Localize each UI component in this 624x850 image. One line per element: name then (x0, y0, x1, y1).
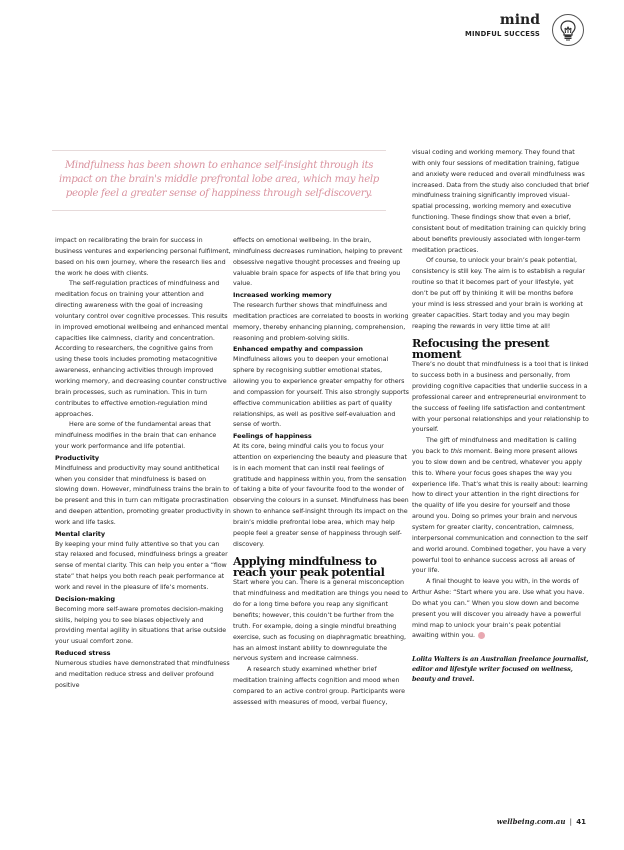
article-column-3 (412, 148, 589, 684)
paragraph: Start where you can. There is a general misconception that mindfulness and meditation are things you need to do for a long time before you reap any significant benefits; however, this couldn’t be further from the truth. For example, doing a single mindful breathing exercise, such as focusing on diaphragmatic breathing, has an almost instant ability to downregulate the nervous system and increase calmness. (233, 579, 408, 663)
subheading-mental-clarity: Mental clarity (55, 529, 106, 538)
text-run: The gift of mindfulness and meditation is calling you back to (412, 437, 577, 456)
page-footer (497, 817, 586, 826)
paragraph: Mindfulness and productivity may sound antithetical when you consider that mindfulness is based on slowing down. However, mindfulness trains the brain to be present and this in turn can mitigate procrastination and deepen attention, promoting greater productivity in work and life tasks. (55, 464, 231, 526)
end-mark-icon (478, 632, 485, 639)
paragraph: A research study examined whether brief meditation training affects cognition and mood when compared to an active control group. Participants were assessed with measures of mood, verbal fluency, (233, 666, 405, 706)
pull-quote (52, 150, 386, 211)
paragraph: The research further shows that mindfulness and meditation practices are correlated to boosts in working memory, thereby enhancing planning, comprehension, reasoning and problem-solving skills. (233, 302, 409, 342)
footer-separator: | (569, 818, 573, 826)
subheading-happiness: Feelings of happiness (233, 432, 312, 441)
lightbulb-icon (552, 14, 584, 46)
paragraph: impact on recalibrating the brain for success in business ventures and experiencing personal fulfilment, based on his own journey, where the research lies and the work he does with clients. (55, 237, 231, 277)
paragraph: Becoming more self-aware promotes decision-making skills, helping you to see biases objectively and providing mental agility in situations that arise outside your usual comfort zone. (55, 605, 227, 646)
emphasis: this (450, 448, 462, 456)
text-run: moment. Being more present allows you to slow down and be centred, whatever you apply this to. Where your focus goes shapes the way you experience life. That’s what this is really about: learning how to direct your attention in the right directions for the quality of life you desire for yourself and those around you. Doing so primes your brain and nervous system for greater clarity, concentration, calmness, interpersonal communication and connection to the self and world around. Combined together, you have a very powerful tool to enhance success across all areas of your life. (412, 448, 588, 575)
paragraph: The self-regulation practices of mindfulness and meditation focus on training your attention and directing awareness with the goal of increasing voluntary control over cognitive processes. This results in improved emotional wellbeing and enhanced mental capacities like calmness, clarity and concentration. According to researchers, the cognitive gains from using these tools includes promoting metacognitive awareness, enhancing activities through improved working memory, and decreasing counter constructive brain processes, such as rumination. This in turn contributes to effective emotion-regulation mind approaches. (55, 280, 228, 418)
website-link[interactable]: wellbeing.com.au (496, 817, 566, 826)
subheading-productivity: Productivity (55, 453, 100, 462)
subheading-working-memory: Increased working memory (233, 291, 332, 300)
section-heading-refocusing: Refocusing the present moment (412, 336, 550, 362)
paragraph: Mindfulness allows you to deepen your emotional sphere by recognising subtler emotional states, allowing you to experience greater empathy for others and compassion for yourself. This also strongly supports effective communication abilities as part of quality relationships, as well as positive self-evaluation and sense of worth. (233, 356, 409, 429)
paragraph: There’s no doubt that mindfulness is a tool that is linked to success both in a business and personally, from providing cognitive capacities that underlie success in a professional career and entrepreneurial environment to the success of feeling life satisfaction and contentment with your personal relationships and your relationship to yourself. (412, 361, 589, 434)
section-header (465, 12, 584, 38)
section-name: mind (499, 12, 540, 28)
paragraph: visual coding and working memory. They found that with only four sessions of meditation training, fatigue and anxiety were reduced and overall mindfulness was increased. Data from the study also concluded that brief mindfulness training significantly improved visual-spatial processing, working memory and executive functioning. These findings show that even a brief, consistent bout of meditation training can quickly bring about benefits previously associated with longer-term meditation practices. (412, 149, 589, 254)
paragraph (412, 577, 589, 642)
subheading-reduced-stress: Reduced stress (55, 649, 111, 658)
pull-quote-text: Mindfulness has been shown to enhance self-insight through its impact on the brain's middle prefrontal lobe area, which may help people feel a greater sense of happiness through self-discovery. (59, 160, 379, 199)
paragraph: effects on emotional wellbeing. In the brain, mindfulness decreases rumination, helping to prevent obsessive negative thought processes and freeing up valuable brain space for aspects of life that bring you value. (233, 237, 403, 288)
subheading-empathy: Enhanced empathy and compassion (233, 345, 363, 354)
article-column-2 (233, 236, 409, 709)
subheading-decision-making: Decision-making (55, 594, 116, 603)
paragraph: Here are some of the fundamental areas that mindfulness modifies in the brain that can enhance your work performance and life potential. (55, 421, 217, 451)
author-bio: Lolita Walters is an Australian freelance journalist, editor and lifestyle writer focused on wellness, beauty and travel. (412, 655, 589, 684)
paragraph (412, 436, 589, 577)
paragraph: Of course, to unlock your brain’s peak potential, consistency is still key. The aim is to establish a regular routine so that it becomes part of your lifestyle, yet don’t be put off by thinking it will be months before your mind is less stressed and your brain is working at greater capacities. Start today and you may begin reaping the rewards in very little time at all! (412, 257, 586, 330)
paragraph: By keeping your mind fully attentive so that you can stay relaxed and focused, mindfulness brings a greater sense of mental clarity. This can help you enter a “flow state” that helps you both reach peak performance at work and revel in the pleasure of life’s moments. (55, 540, 228, 591)
text-run: A final thought to leave you with, in the words of Arthur Ashe: “Start where you are. Use what you have. Do what you can.” When you slow down and become present you will discover you already have a powerful mind map to unlock your brain’s peak potential awaiting within you. (412, 578, 585, 640)
section-heading-applying: Applying mindfulness to reach your peak potential (233, 554, 385, 580)
paragraph: Numerous studies have demonstrated that mindfulness and meditation reduce stress and deliver profound positive (55, 659, 230, 689)
article-column-1 (55, 236, 231, 691)
page-number: 41 (576, 818, 586, 826)
section-subtitle: MINDFUL SUCCESS (464, 30, 540, 38)
paragraph: At its core, being mindful calls you to focus your attention on experiencing the beauty and pleasure that is in each moment that can instil real feelings of gratitude and happiness within you, from the sensation of taking a bite of your favourite food to the wonder of observing the colours in a sunset. Mindfulness has been shown to enhance self-insight through its impact on the brain’s middle prefrontal lobe area, which may help people feel a greater sense of happiness through self-discovery. (233, 443, 409, 548)
